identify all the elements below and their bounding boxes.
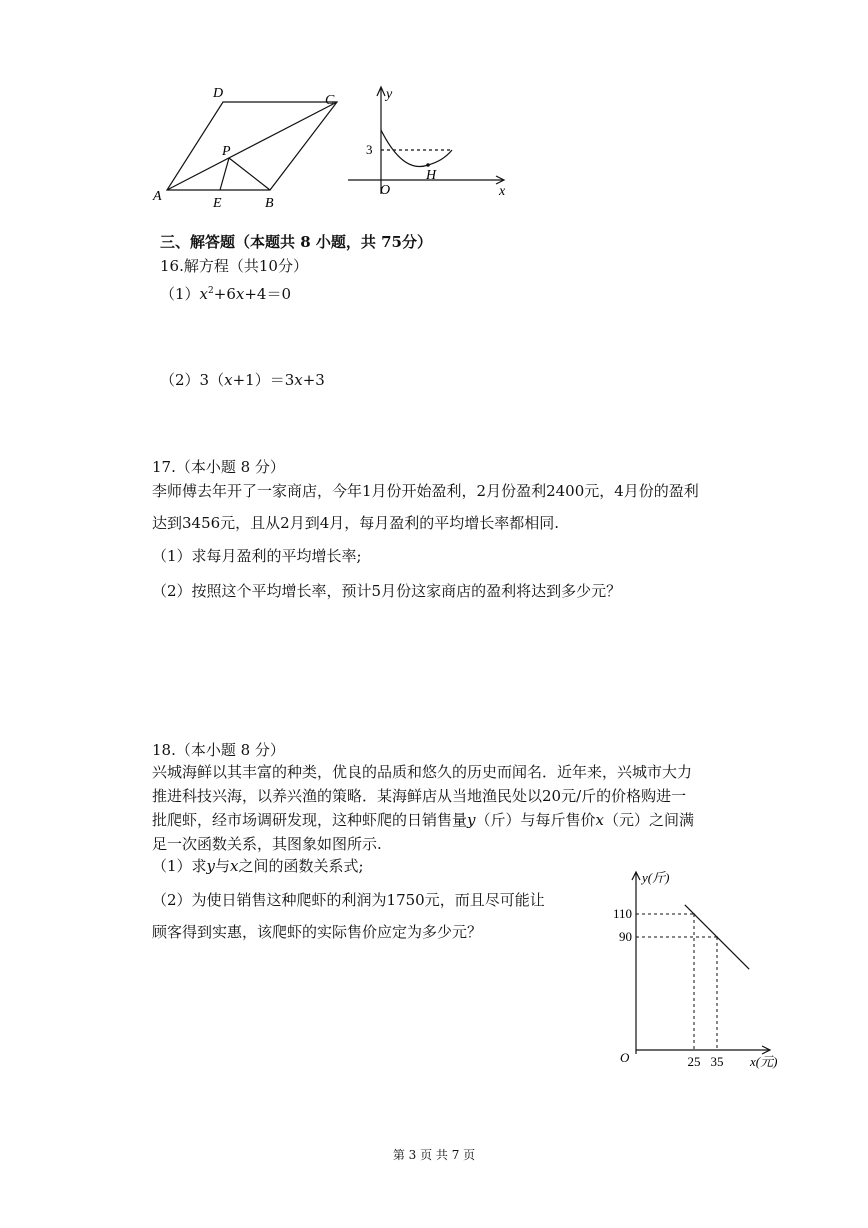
- q16-part2-b: +1）＝3: [232, 371, 295, 389]
- q18-line3-var-x: x: [595, 811, 604, 829]
- q17-title: 17.（本小题 8 分）: [152, 458, 285, 476]
- q18-question1: [152, 856, 364, 876]
- chart-ylabel: y(斤): [642, 870, 670, 885]
- chart-y-tick-90: 90: [619, 929, 632, 944]
- q16-title: 16.解方程（共10分）: [160, 257, 308, 275]
- q16-part1-rest2: +4＝0: [244, 285, 291, 303]
- label-D: D: [213, 86, 224, 101]
- parallelogram-figure: [145, 82, 345, 212]
- q16-part2-c: +3: [302, 371, 325, 389]
- sales-chart: [600, 862, 800, 1074]
- q18-line3: [152, 810, 694, 830]
- q16-part2: [160, 370, 325, 390]
- q18-line2: 推进科技兴海，以养兴渔的策略．某海鲜店从当地渔民处以20元/斤的价格购进一: [152, 787, 687, 805]
- section-heading: 三、解答题（本题共 8 小题，共 75分）: [160, 233, 432, 251]
- q16-part1-sup: 2: [208, 286, 214, 296]
- q18-line3-c: （元）之间满: [603, 811, 694, 829]
- q18-q1-b: 与: [215, 857, 231, 875]
- label-A: A: [153, 189, 162, 204]
- q16-part1: [160, 284, 291, 304]
- label-3: 3: [366, 142, 373, 157]
- label-E: E: [213, 196, 222, 211]
- chart-point-0: [693, 913, 695, 915]
- q18-q1-var-x: x: [230, 857, 239, 875]
- q18-line4: 足一次函数关系，其图象如图所示.: [152, 835, 382, 853]
- q18-title: 18.（本小题 8 分）: [152, 741, 285, 759]
- label-C: C: [325, 93, 335, 108]
- q18-line3-a: 批爬虾，经市场调研发现，这种虾爬的日销售量: [152, 811, 468, 829]
- q16-part1-label: （1）: [160, 285, 200, 303]
- q17-line1: 李师傅去年开了一家商店，今年1月份开始盈利，2月份盈利2400元，4月份的盈利: [152, 482, 699, 500]
- page-footer: 第 3 页 共 7 页: [392, 1148, 476, 1162]
- label-x-axis: x: [499, 184, 506, 199]
- q18-line3-var-y: y: [467, 811, 476, 829]
- q18-line1: 兴城海鲜以其丰富的种类，优良的品质和悠久的历史而闻名．近年来，兴城市大力: [152, 763, 693, 781]
- chart-point-1: [716, 936, 718, 938]
- q18-line3-b: （斤）与每斤售价: [475, 811, 596, 829]
- q16-part1-x: x: [199, 285, 209, 303]
- chart-x-tick-25: 25: [687, 1054, 701, 1069]
- q17-line2: 达到3456元，且从2月到4月，每月盈利的平均增长率都相同.: [152, 514, 560, 532]
- q18-q1-var-y: y: [206, 857, 216, 875]
- chart-xlabel: x(元): [750, 1054, 778, 1069]
- q17-question2: （2）按照这个平均增长率，预计5月份这家商店的盈利将达到多少元？: [152, 582, 622, 600]
- q16-part2-a: （: [209, 371, 225, 389]
- parabola-graph: [348, 82, 518, 202]
- q16-part2-label: （2）3: [160, 371, 210, 389]
- label-y-axis: y: [386, 87, 393, 102]
- q18-question2-line1: （2）为使日销售这种爬虾的利润为1750元，而且尽可能让: [152, 891, 545, 909]
- q18-q1-c: 之间的函数关系式;: [238, 857, 364, 875]
- q16-part1-rest1: +6: [213, 285, 236, 303]
- label-O: O: [380, 183, 391, 198]
- label-H: H: [426, 168, 437, 183]
- q16-part1-x2: x: [235, 285, 245, 303]
- q18-question2-line2: 顾客得到实惠，该爬虾的实际售价应定为多少元？: [152, 923, 483, 941]
- label-P: P: [222, 144, 231, 159]
- q17-question1: （1）求每月盈利的平均增长率;: [152, 547, 362, 565]
- chart-origin: O: [620, 1050, 630, 1065]
- q18-q1-a: （1）求: [152, 857, 207, 875]
- label-B: B: [265, 196, 274, 211]
- chart-x-tick-35: 35: [710, 1054, 724, 1069]
- chart-y-tick-110: 110: [612, 906, 632, 921]
- q16-part2-x3: x: [294, 371, 303, 389]
- q16-part2-x2: x: [224, 371, 233, 389]
